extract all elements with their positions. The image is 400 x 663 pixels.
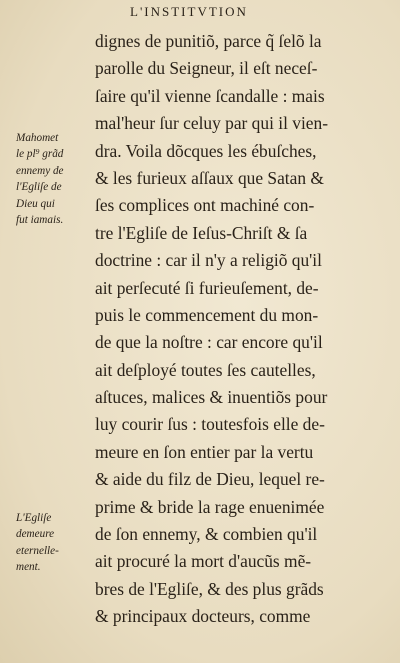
text-line: de ſon ennemy, & combien qu'il bbox=[95, 524, 318, 545]
text-line: dignes de punitiõ, parce q̃ ſelõ la bbox=[95, 31, 322, 51]
text-line: ſes complices ont machiné con- bbox=[95, 195, 315, 216]
text-line: & les furieux aſſaux que Satan & bbox=[95, 167, 324, 188]
margin-note-eglise bbox=[16, 510, 98, 576]
text-line: dra. Voila dõcques les ébuſches, bbox=[95, 140, 317, 161]
margin-note-line: Mahomet bbox=[16, 132, 59, 144]
margin-note-line: le pl⁹ grãd bbox=[16, 148, 64, 161]
margin-note-line: l'Egliſe de bbox=[16, 181, 62, 194]
margin-note-line: fut iamais. bbox=[16, 214, 64, 227]
running-head: L'INSTITVTION bbox=[130, 4, 248, 19]
text-line: bres de l'Egliſe, & des plus grãds bbox=[95, 578, 324, 599]
text-line: mal'heur ſur celuy par qui il vien- bbox=[95, 113, 328, 134]
text-line: de que la noſtre : car encore qu'il bbox=[95, 332, 323, 353]
text-line: aſtuces, malices & inuentiõs pour bbox=[95, 387, 328, 408]
text-line: & aide du filz de Dieu, lequel re- bbox=[95, 469, 325, 490]
text-line: ait deſployé toutes ſes cautelles, bbox=[95, 359, 316, 380]
text-line: ſaire qu'il vienne ſcandalle : mais bbox=[95, 85, 325, 106]
text-line: tre l'Egliſe de Ieſus-Chriſt & ſa bbox=[95, 222, 308, 243]
text-line: puis le commencement du mon- bbox=[95, 304, 319, 325]
text-line: ait perſecuté ſi furieuſement, de- bbox=[95, 277, 319, 298]
margin-note-mahomet bbox=[16, 130, 98, 228]
text-line: parolle du Seigneur, il eſt neceſ- bbox=[95, 58, 318, 79]
margin-note-line: ennemy de bbox=[16, 164, 64, 177]
margin-note-line: ment. bbox=[16, 561, 41, 574]
text-line: & principaux docteurs, comme bbox=[95, 606, 311, 627]
margin-note-line: demeure bbox=[16, 528, 55, 541]
text-line: doctrine : car il n'y a religiõ qu'il bbox=[95, 250, 322, 271]
text-line: luy courir ſus : toutesfois elle de- bbox=[95, 414, 325, 435]
body-text bbox=[95, 28, 395, 631]
text-line: meure en ſon entier par la vertu bbox=[95, 441, 314, 462]
margin-note-line: Dieu qui bbox=[16, 197, 55, 210]
text-line: ait procuré la mort d'aucũs mẽ- bbox=[95, 551, 312, 572]
margin-note-line: eternelle- bbox=[16, 544, 59, 557]
margin-note-line: L'Egliſe bbox=[16, 512, 52, 524]
text-line: prime & bride la rage enuenimée bbox=[95, 496, 325, 517]
